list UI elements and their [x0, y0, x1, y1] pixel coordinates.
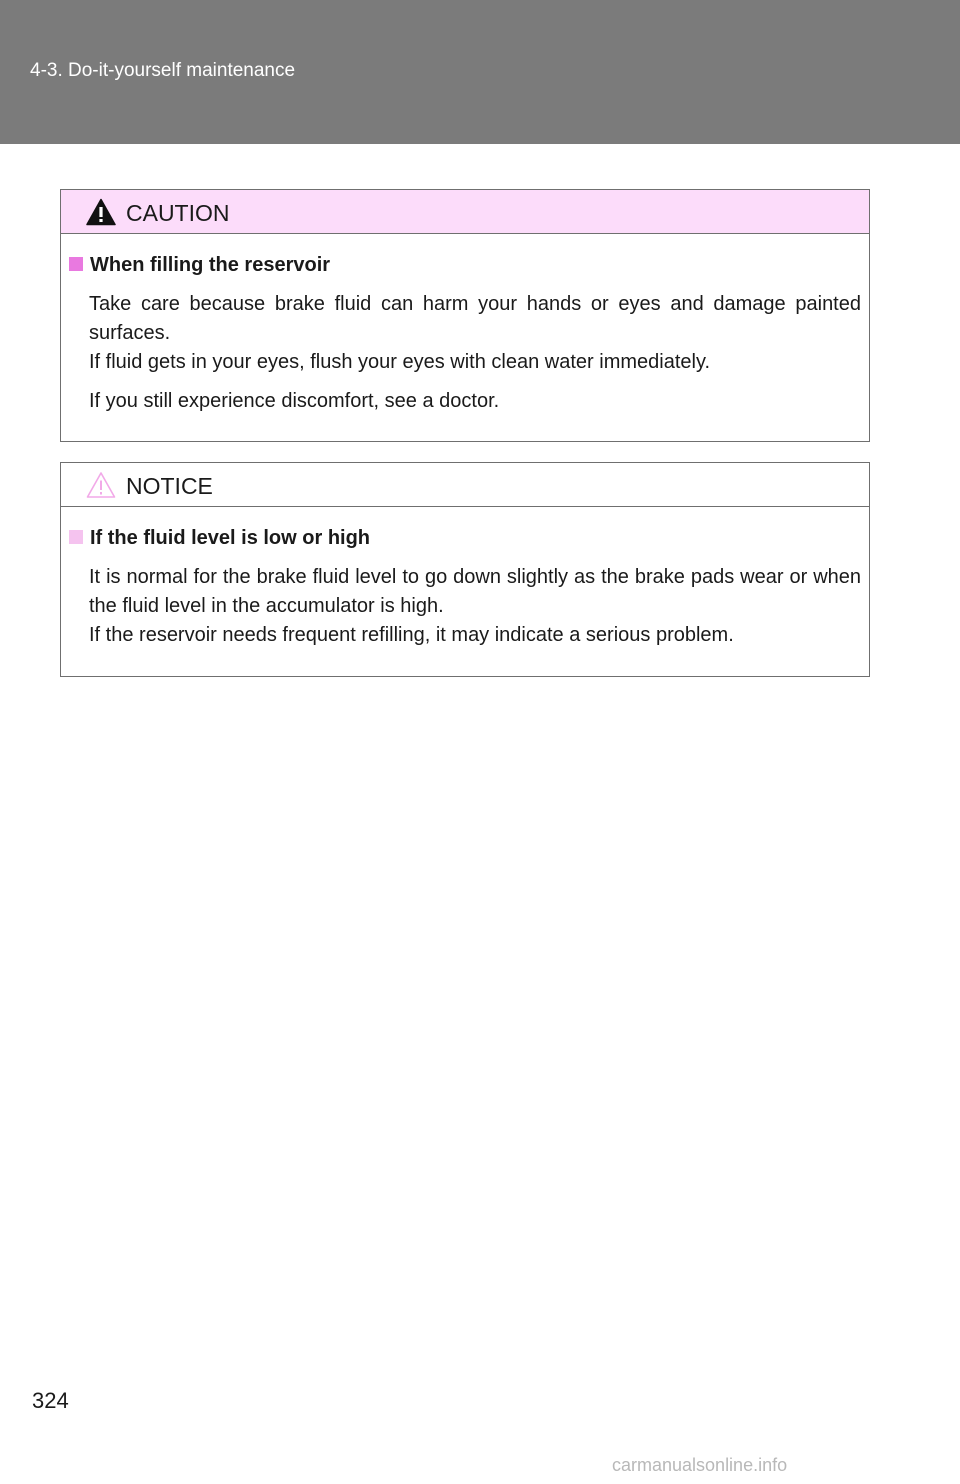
notice-triangle-icon — [86, 471, 116, 499]
page-number: 324 — [32, 1388, 69, 1413]
square-bullet-icon — [69, 530, 83, 544]
notice-title: NOTICE — [126, 473, 213, 499]
header-band — [0, 0, 960, 144]
notice-header — [61, 463, 869, 507]
caution-item-heading — [69, 254, 330, 277]
caution-header — [61, 190, 869, 234]
caution-item-heading-text: When filling the reservoir — [90, 254, 331, 276]
section-title: 4-3. Do-it-yourself maintenance — [30, 60, 296, 81]
caution-box — [60, 189, 870, 442]
notice-item-heading-text: If the fluid level is low or high — [90, 527, 371, 549]
notice-box — [60, 462, 870, 677]
caution-paragraph: If you still experience discomfort, see a doctor. — [89, 390, 500, 412]
caution-paragraph: If fluid gets in your eyes, flush your eyes with clean water immediately. — [89, 351, 711, 373]
caution-title: CAUTION — [126, 200, 230, 226]
notice-item-heading — [69, 527, 370, 550]
watermark: carmanualsonline.info — [612, 1455, 788, 1475]
notice-paragraph: It is normal for the brake fluid level to go down slightly as the brake pads wear or when the fluid level in the accumulator is high. — [89, 566, 861, 617]
caution-paragraph: Take care because brake fluid can harm your hands or eyes and damage painted surfaces. — [89, 293, 861, 344]
warning-triangle-icon — [86, 198, 116, 226]
notice-paragraph: If the reservoir needs frequent refilling, it may indicate a serious problem. — [89, 624, 734, 646]
square-bullet-icon — [69, 257, 83, 271]
